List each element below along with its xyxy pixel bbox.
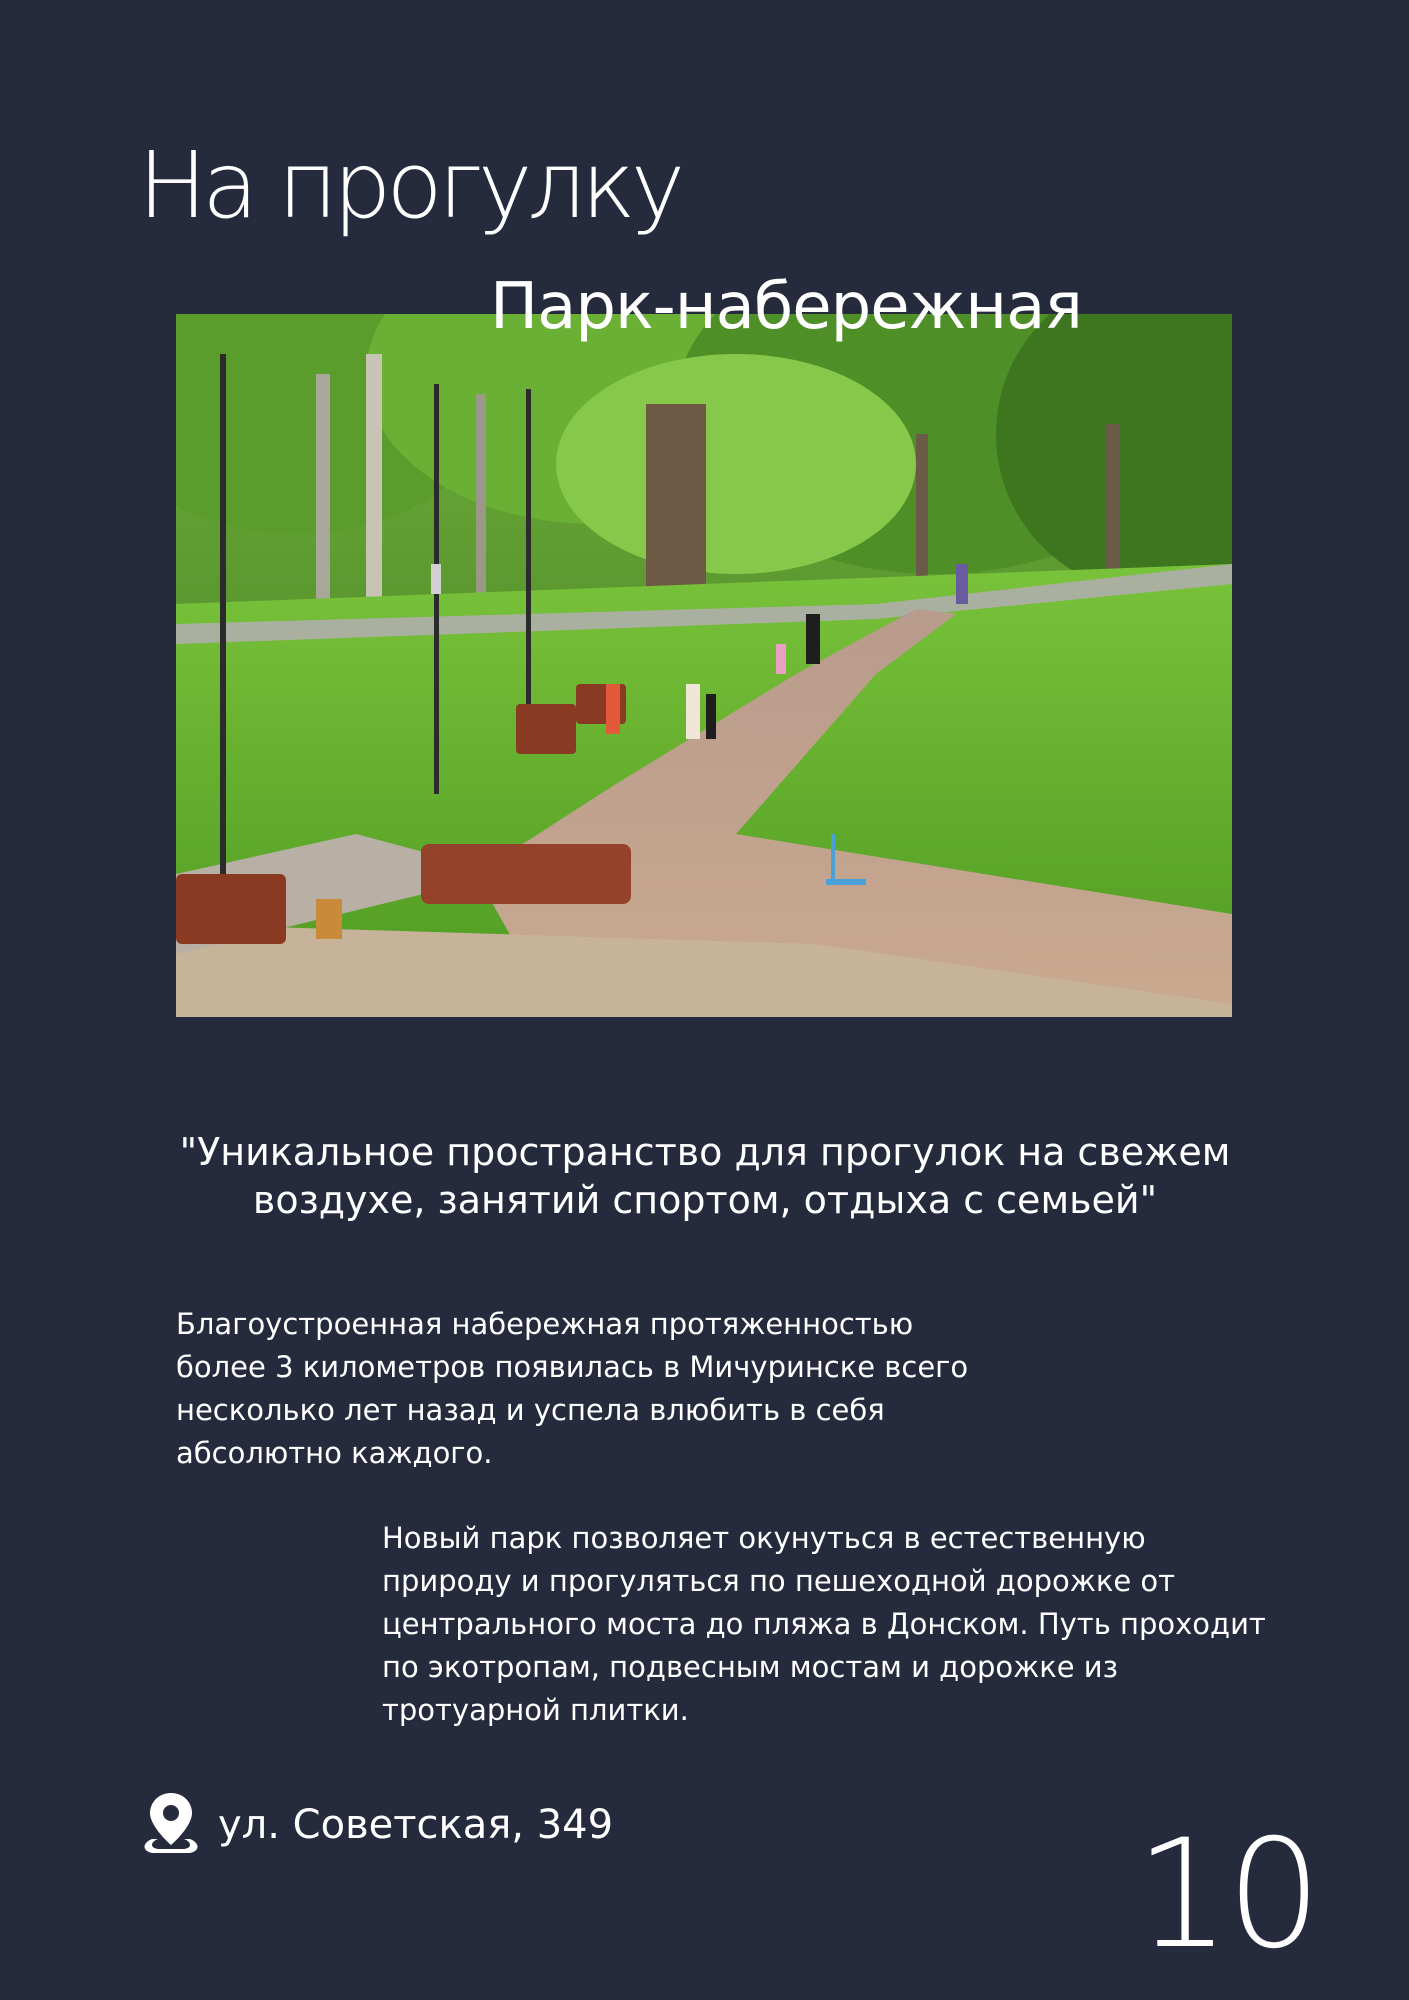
page-title: На прогулку — [138, 132, 681, 239]
quote-text: "Уникальное пространство для прогулок на свежем воздухе, занятий спортом, отдыха с семьей" — [179, 1130, 1231, 1222]
location-pin-icon — [138, 1789, 204, 1861]
page-number: 10 — [1135, 1808, 1318, 1982]
address-text: ул. Советская, 349 — [218, 1802, 614, 1848]
description-paragraph-1: Благоустроенная набережная протяженностью более 3 километров появилась в Мичуринске всего несколько лет назад и успела влюбить в себя абсолютно каждого. — [176, 1307, 969, 1470]
address-block — [138, 1790, 613, 1860]
section-subtitle: Парк-набережная — [490, 270, 1082, 344]
park-photo — [176, 314, 1232, 1017]
description-paragraph-2: Новый парк позволяет окунуться в естественную природу и прогуляться по пешеходной дорожке от центрального моста до пляжа в Донском. Путь проходит по экотропам, подвесным мостам и дорожке из тротуарной плитки. — [382, 1521, 1266, 1727]
